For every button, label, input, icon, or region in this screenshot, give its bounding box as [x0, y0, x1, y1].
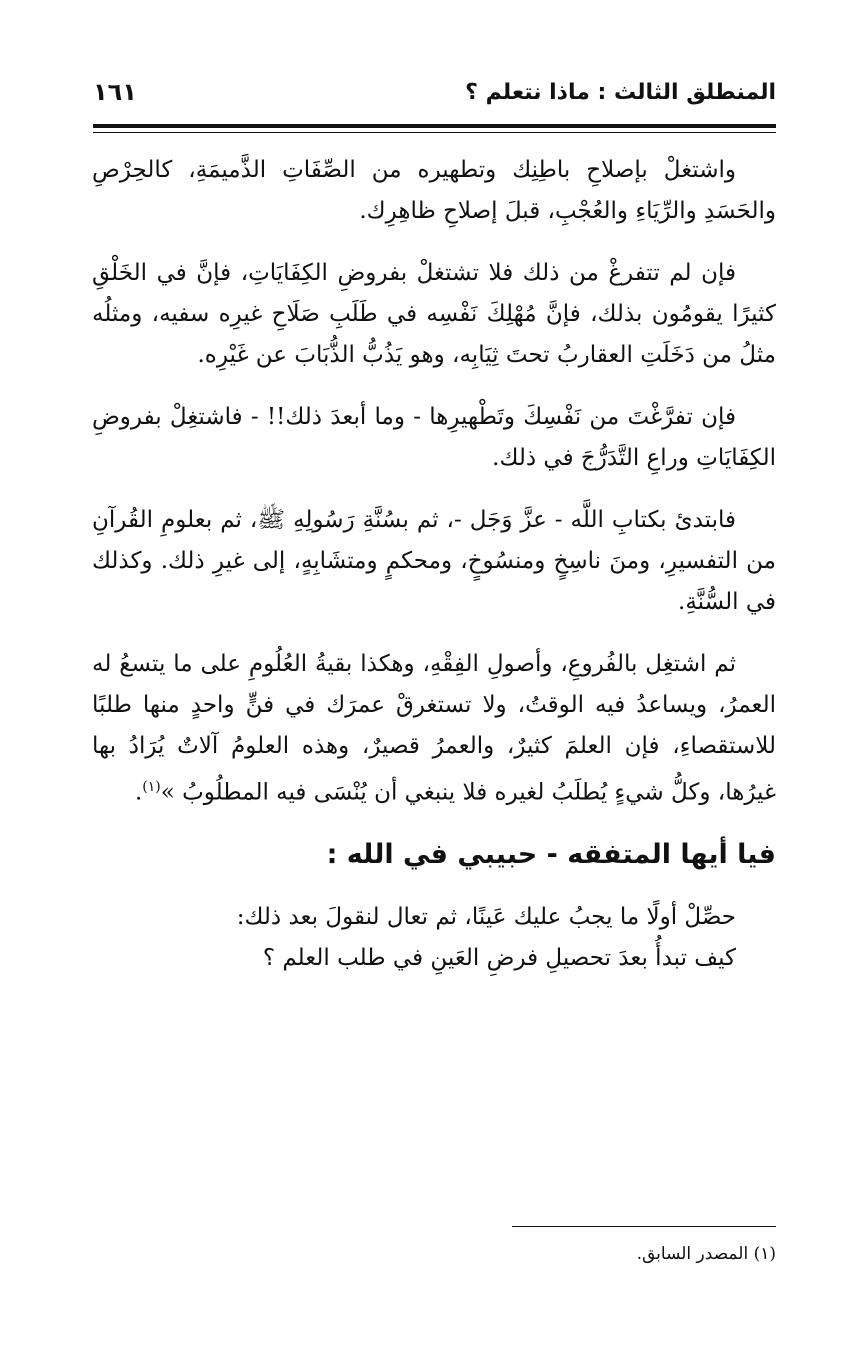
footnote-text: المصدر السابق. [636, 1244, 749, 1264]
footnote-marker: (١) [753, 1244, 776, 1264]
footnote [92, 1240, 776, 1268]
header-rule-thick [93, 124, 776, 128]
footnote-separator [512, 1226, 776, 1227]
header-rule-thin [93, 132, 776, 133]
page-header [93, 72, 776, 112]
paragraph-text: ثم اشتغِل بالفُروعِ، وأصولِ الفِقْهِ، وهكذا بقيةُ العُلُومِ على ما يتسعُ له العمرُ، ويساعدُ فيه الوقتُ، ولا تستغرقْ عمرَك في فنٍّ واحدٍ منها طلبًا للاستقصاءِ، فإن العلمَ كثيرٌ، والعمرُ قصيرٌ، وهذه العلومُ آلاتٌ يُرَادُ بها غيرُها، وكلُّ شيءٍ يُطلَبُ لغيره فلا ينبغي أن يُنْسَى فيه المطلُوبُ » [92, 651, 776, 806]
paragraph-with-footnote [92, 644, 776, 814]
paragraph: فإن تفرَّغْتَ من نَفْسِكَ وتَطْهيرِها - وما أبعدَ ذلك!! - فاشتغِلْ بفروضِ الكِفَايَاتِ وراعِ التَّدَرُّجَ في ذلك. [92, 404, 776, 471]
page-number: ١٦١ [93, 78, 137, 106]
paragraph: فإن لم تتفرغْ من ذلك فلا تشتغلْ بفروضِ الكِفَايَاتِ، فإنَّ في الخَلْقِ كثيرًا يقومُون بذلك، فإنَّ مُهْلِكَ نَفْسِه في طَلَبِ صَلَاحِ غيرِه سفيه، ومثلُه مثلُ من دَخَلَتِ العقاربُ تحتَ ثِيَابِه، وهو يَذُبُّ الذُّبَابَ عن غَيْرِه. [92, 260, 776, 368]
section-heading: فيا أيها المتفقه - حبيبي في الله : [326, 838, 776, 870]
paragraph-end: . [134, 779, 143, 806]
footnote-reference: (١) [142, 779, 161, 795]
paragraph: فابتدئ بكتابِ اللَّه - عزَّ وَجَل -، ثم بسُنَّةِ رَسُولِهِ ﷺ، ثم بعلومِ القُرآنِ من التفسيرِ، ومنَ ناسِخٍ ومنسُوخٍ، ومحكمٍ ومتشَابِهٍ، إلى غيرِ ذلك. وكذلك في السُّنَّةِ. [92, 507, 776, 615]
page-body [92, 150, 776, 1000]
chapter-title: المنطلق الثالث : ماذا نتعلم ؟ [465, 79, 776, 105]
paragraph: واشتغلْ بإصلاحِ باطِنِك وتطهيره من الصِّفَاتِ الذَّميمَةِ، كالحِرْصِ والحَسَدِ والرِّيَاءِ والعُجْبِ، قبلَ إصلاحِ ظاهِرِك. [92, 157, 776, 224]
closing-line: كيف تبدأُ بعدَ تحصيلِ فرضِ العَينِ في طلب العلم ؟ [262, 944, 736, 971]
closing-line: حصِّلْ أولًا ما يجبُ عليك عَينًا، ثم تعال لنقولَ بعد ذلك: [236, 903, 736, 930]
